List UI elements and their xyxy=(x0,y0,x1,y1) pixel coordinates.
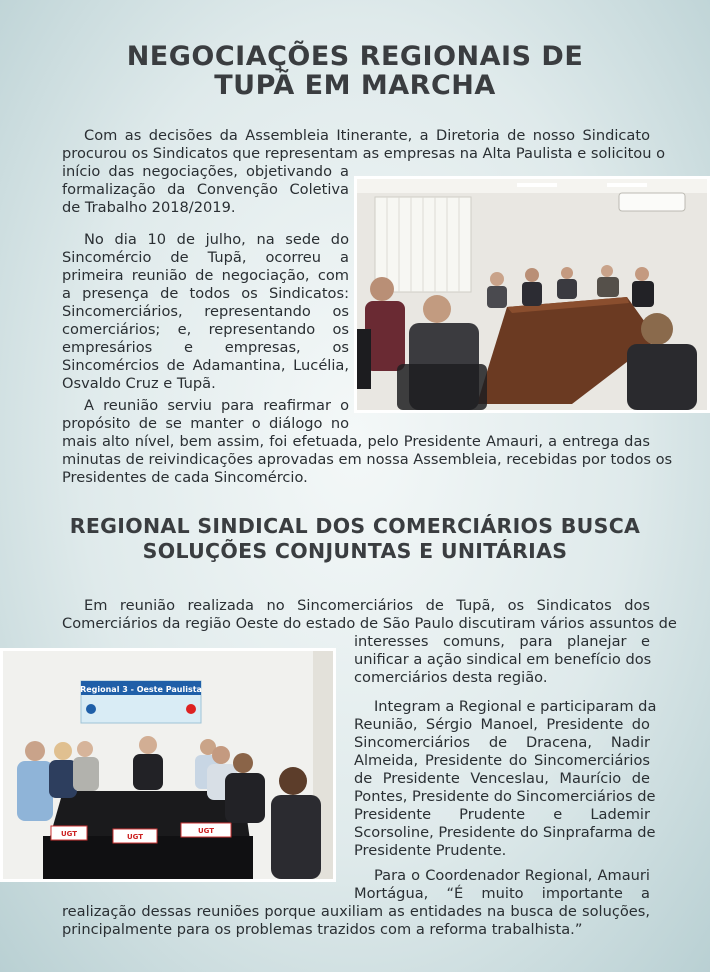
meeting-photo-tupa xyxy=(354,176,710,413)
text-line: Mortágua, “É muito importante a xyxy=(354,885,650,902)
text-line: No dia 10 de julho, na sede do xyxy=(84,231,349,248)
text-line: Presidentes de cada Sincomércio. xyxy=(62,469,308,486)
text-line: minutas de reivindicações aprovadas em nossa Assembleia, recebidas por todos os xyxy=(62,451,673,468)
text-line: primeira reunião de negociação, com xyxy=(62,267,349,284)
text-line: unificar a ação sindical em benefício dos xyxy=(354,651,652,668)
text-line: Osvaldo Cruz e Tupã. xyxy=(62,375,216,392)
text-line: de Trabalho 2018/2019. xyxy=(62,199,236,216)
text-line: principalmente para os problemas trazidos com a reforma trabalhista.” xyxy=(62,921,583,938)
article2-title-line1: REGIONAL SINDICAL DOS COMERCIÁRIOS BUSCA xyxy=(69,514,641,538)
article2-title xyxy=(0,514,710,564)
regional-meeting-illustration xyxy=(3,651,333,879)
text-line: comerciários desta região. xyxy=(354,669,548,686)
text-line: procurou os Sindicatos que representam as empresas na Alta Paulista e solicitou o xyxy=(62,145,666,162)
article1-title-line1: NEGOCIAÇÕES REGIONAIS DE xyxy=(126,41,584,72)
text-line: Presidente Prudente. xyxy=(354,842,507,859)
text-line: Com as decisões da Assembleia Itinerante, a Diretoria de nosso Sindicato xyxy=(84,127,650,144)
text-line: Sincomércios de Adamantina, Lucélia, xyxy=(62,357,349,374)
text-line: Integram a Regional e participaram da xyxy=(374,698,657,715)
text-line: realização dessas reuniões porque auxiliam as entidades na busca de soluções, xyxy=(62,903,650,920)
text-line: Almeida, Presidente do Sincomerciários xyxy=(354,752,650,769)
text-line: Reunião, Sérgio Manoel, Presidente do xyxy=(354,716,650,733)
text-line: comerciários; e, representando os xyxy=(62,321,349,338)
text-line: Sincomerciários de Dracena, Nadir xyxy=(354,734,650,751)
meeting-photo-regional xyxy=(0,648,336,882)
text-line: interesses comuns, para planejar e xyxy=(354,633,650,650)
table-card-text: UGT xyxy=(197,827,215,835)
text-line: Comerciários da região Oeste do estado de São Paulo discutiram vários assuntos de xyxy=(62,615,677,632)
article2-title-line2: SOLUÇÕES CONJUNTAS E UNITÁRIAS xyxy=(142,539,568,563)
text-line: a presença de todos os Sindicatos: xyxy=(62,285,349,302)
text-line: Scorsoline, Presidente do Sinprafarma de xyxy=(354,824,656,841)
text-line: Para o Coordenador Regional, Amauri xyxy=(374,867,650,884)
text-line: início das negociações, objetivando a xyxy=(62,163,349,180)
regional-banner-text: Regional 3 - Oeste Paulista xyxy=(80,685,202,694)
text-line: A reunião serviu para reafirmar o xyxy=(84,397,349,414)
text-line: Pontes, Presidente do Sincomerciários de xyxy=(354,788,656,805)
article1-para2 xyxy=(62,231,349,393)
text-line: Presidente Prudente e Lademir xyxy=(354,806,650,823)
text-line: empresários e empresas, os xyxy=(62,339,349,356)
text-line: Em reunião realizada no Sincomerciários de Tupã, os Sindicatos dos xyxy=(84,597,650,614)
table-card-text: UGT xyxy=(126,833,144,841)
text-line: Sincomércio de Tupã, ocorreu a xyxy=(62,249,349,266)
text-line: de Presidente Venceslau, Maurício de xyxy=(354,770,650,787)
text-line: Sincomerciários, representando os xyxy=(62,303,349,320)
article1-title xyxy=(0,42,710,100)
text-line: formalização da Convenção Coletiva xyxy=(62,181,349,198)
text-line: propósito de se manter o diálogo no xyxy=(62,415,349,432)
meeting-room-illustration xyxy=(357,179,707,410)
table-card-text: UGT xyxy=(60,830,78,838)
article1-title-line2: TUPÃ EM MARCHA xyxy=(214,70,496,101)
text-line: mais alto nível, bem assim, foi efetuada, pelo Presidente Amauri, a entrega das xyxy=(62,433,650,450)
article2-para2 xyxy=(354,698,657,860)
